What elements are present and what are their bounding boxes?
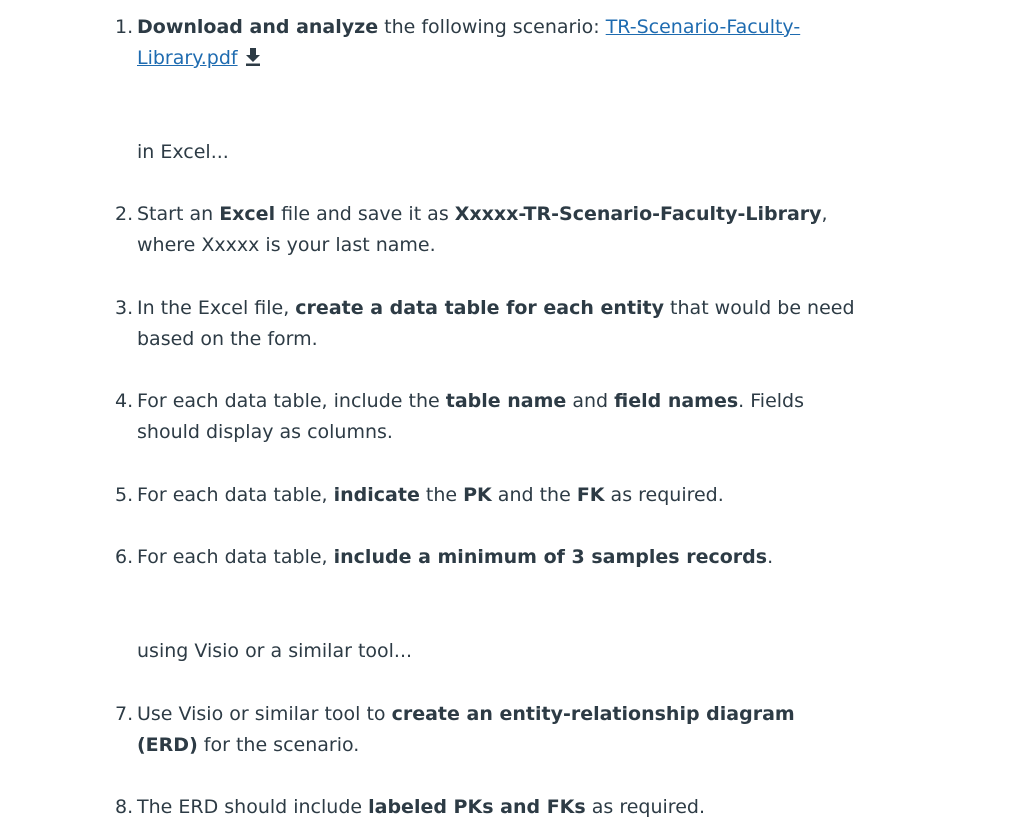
step-text-bold: FK <box>576 484 605 506</box>
step-2 <box>115 199 855 261</box>
step-text-plain: . <box>767 546 774 568</box>
step-text-plain: as required. <box>585 796 705 818</box>
step-text <box>115 699 855 761</box>
note-in-excel: in Excel... <box>137 141 229 163</box>
step-number: 1. <box>115 16 134 38</box>
step-text-plain: Use Visio or similar tool to <box>137 703 392 725</box>
step-4 <box>115 386 855 448</box>
step-7 <box>115 699 855 761</box>
step-text-bold: create an entity-relationship diagram (ERD) <box>137 703 795 756</box>
step-6 <box>115 542 855 573</box>
step-text-bold: Excel <box>219 203 276 225</box>
step-text <box>115 293 855 355</box>
step-number: 4. <box>115 390 134 412</box>
step-text-plain: the <box>419 484 464 506</box>
step-text-bold: include a minimum of 3 samples records <box>333 546 768 568</box>
step-text-plain: For each data table, include the <box>137 390 446 412</box>
step-text-bold: labeled PKs and FKs <box>368 796 586 818</box>
step-text <box>115 199 855 261</box>
step-5 <box>115 480 855 511</box>
step-number: 5. <box>115 484 134 506</box>
step-3 <box>115 293 855 355</box>
step-text-bold: PK <box>463 484 492 506</box>
step-text-plain: file and save it as <box>275 203 455 225</box>
step-text <box>115 386 855 448</box>
download-icon[interactable] <box>244 46 262 66</box>
step-8 <box>115 792 855 823</box>
scenario-pdf-link[interactable]: TR-Scenario-Faculty-Library.pdf <box>137 16 801 69</box>
step-text <box>115 12 855 74</box>
step-number: 6. <box>115 546 134 568</box>
step-text-plain: for the scenario. <box>197 734 360 756</box>
step-text-plain: For each data table, <box>137 484 334 506</box>
note-using-visio: using Visio or a similar tool... <box>137 640 413 662</box>
step-text <box>115 792 855 823</box>
step-text-plain: For each data table, <box>137 546 334 568</box>
step-number: 2. <box>115 203 134 225</box>
step-text-plain: In the Excel file, <box>137 297 296 319</box>
step-text-plain: and <box>566 390 615 412</box>
step-1 <box>115 12 855 74</box>
step-text-plain: as required. <box>604 484 724 506</box>
step-text-plain: the following scenario: <box>378 16 606 38</box>
step-text-bold: field names <box>614 390 739 412</box>
step-text-plain: Start an <box>137 203 220 225</box>
step-text-bold: table name <box>445 390 567 412</box>
step-number: 3. <box>115 297 134 319</box>
step-text-plain: that would be need based on the form. <box>137 297 855 350</box>
step-text-bold: create a data table for each entity <box>295 297 665 319</box>
step-text-plain: . Fields should display as columns. <box>137 390 805 443</box>
step-text <box>115 542 855 573</box>
step-text-bold: Xxxxx-TR-Scenario-Faculty-Library <box>454 203 822 225</box>
step-text-bold: indicate <box>333 484 420 506</box>
step-text-plain: , where Xxxxx is your last name. <box>137 203 828 256</box>
step-text-bold: Download and analyze <box>137 16 379 38</box>
step-text-plain: and the <box>491 484 577 506</box>
step-number: 8. <box>115 796 134 818</box>
step-number: 7. <box>115 703 134 725</box>
step-text <box>115 480 855 511</box>
step-text-plain: The ERD should include <box>137 796 369 818</box>
